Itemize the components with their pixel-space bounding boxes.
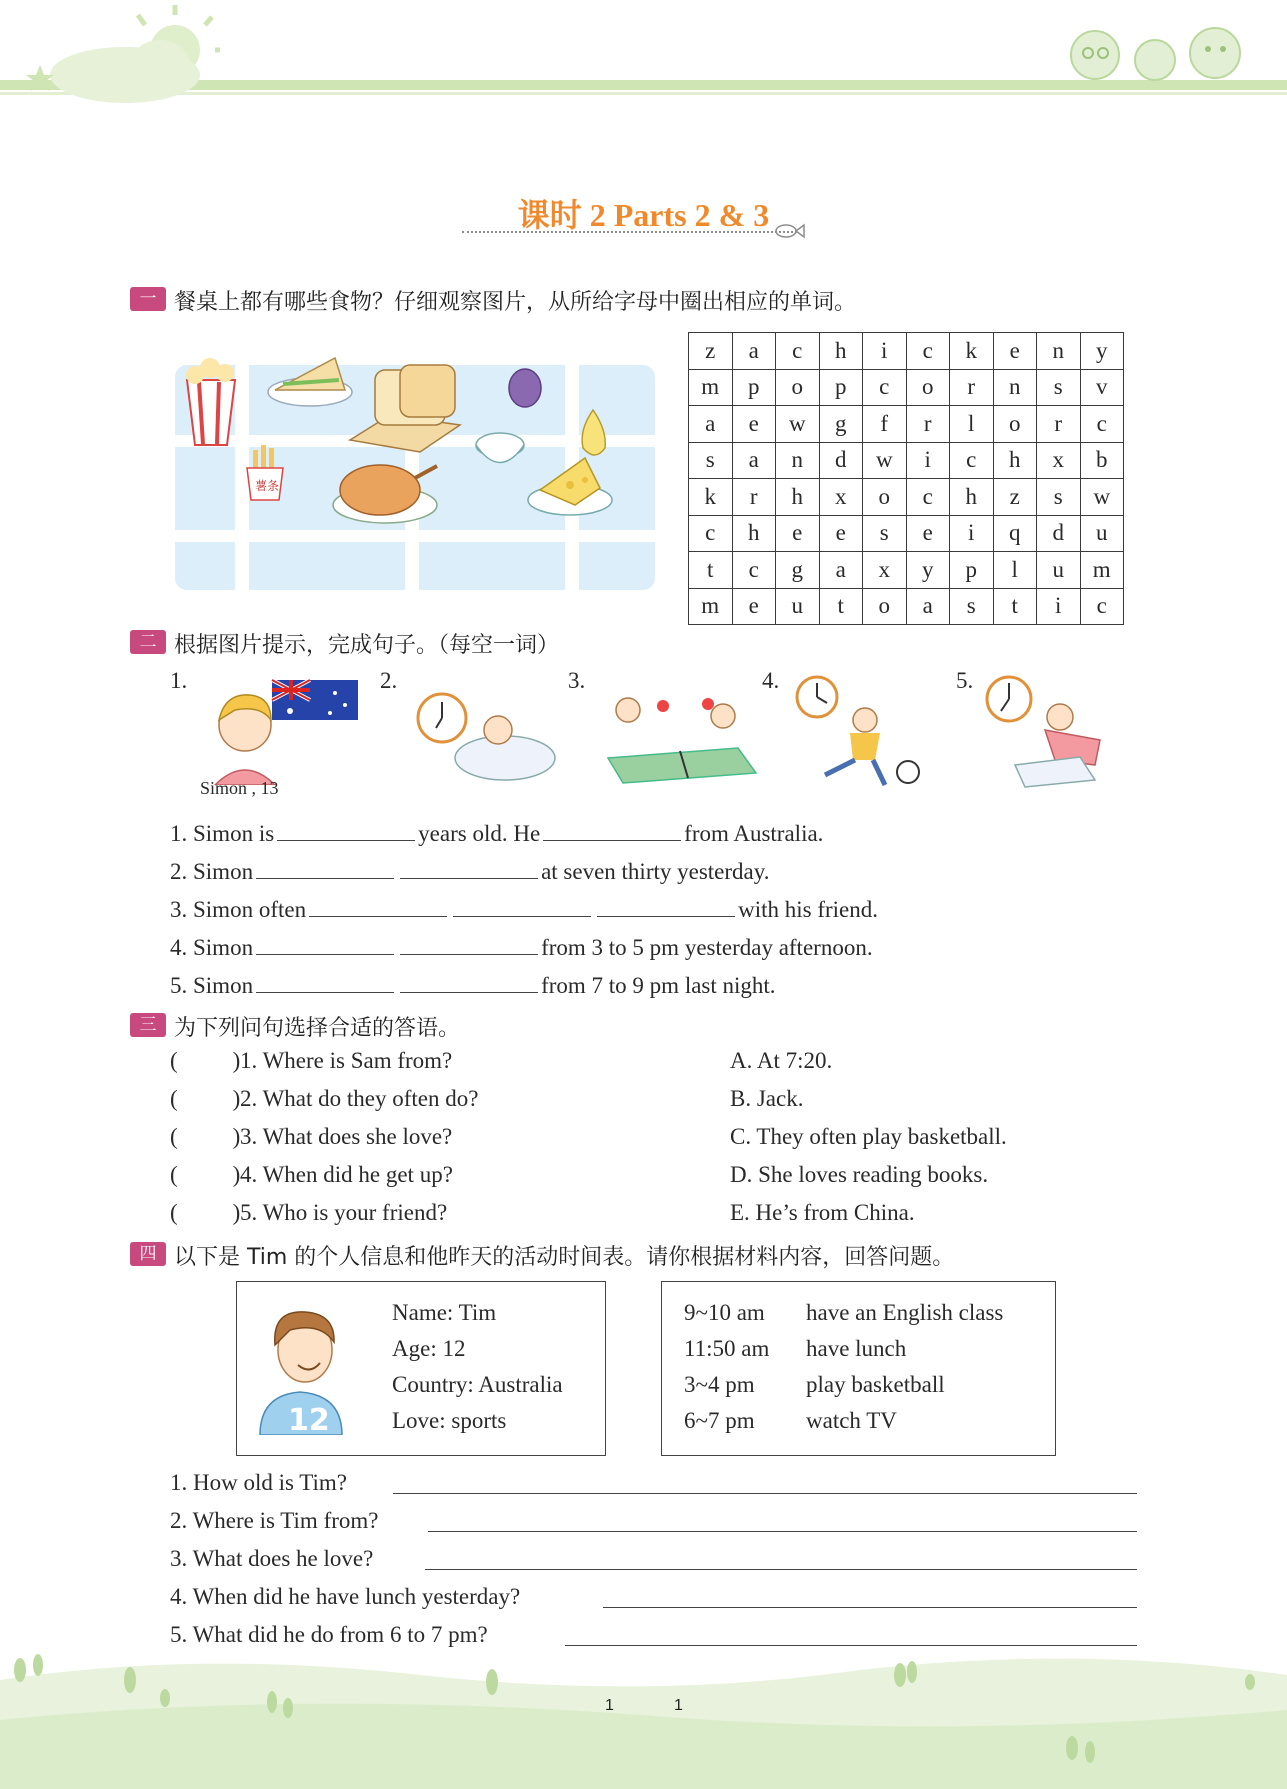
grid-letter[interactable]: s <box>950 588 994 625</box>
grid-letter[interactable]: c <box>906 479 950 516</box>
title-underline <box>462 231 797 233</box>
grid-letter[interactable]: x <box>819 479 863 516</box>
sun-cloud-decoration <box>20 5 220 115</box>
answer-line[interactable] <box>603 1606 1137 1608</box>
grid-letter[interactable]: e <box>732 588 776 625</box>
s2-line-1: 1. Simon is years old. He from Australia. <box>170 818 823 847</box>
animal-faces-decoration <box>1055 15 1255 85</box>
grid-letter[interactable]: x <box>1037 442 1081 479</box>
grid-letter[interactable]: t <box>993 588 1037 625</box>
section-4-instruction: 以下是 Tim 的个人信息和他昨天的活动时间表。请你根据材料内容，回答问题。 <box>174 1245 955 1270</box>
fish-icon <box>772 220 808 242</box>
schedule-time-4: 6~7 pm <box>684 1408 755 1433</box>
s2-line-3: 3. Simon often with his friend. <box>170 894 878 923</box>
profile-age: Age: 12 <box>392 1336 466 1361</box>
answer-blank[interactable] <box>400 970 538 993</box>
grid-letter[interactable]: c <box>776 333 820 370</box>
grid-letter[interactable]: w <box>776 406 820 443</box>
grid-letter[interactable]: k <box>950 333 994 370</box>
s3-answer-d: D. She loves reading books. <box>730 1162 989 1187</box>
pic-number-3: 3. <box>568 668 586 693</box>
grid-letter[interactable]: q <box>993 515 1037 552</box>
schedule-activity-2: have lunch <box>806 1336 907 1361</box>
s3-question-4: ( )4. When did he get up? <box>170 1162 453 1187</box>
pic-number-1: 1. <box>170 668 188 693</box>
grid-letter[interactable]: e <box>906 515 950 552</box>
grid-letter[interactable]: c <box>863 369 907 406</box>
s3-answer-b: B. Jack. <box>730 1086 804 1111</box>
answer-blank[interactable] <box>597 894 735 917</box>
grid-letter[interactable]: d <box>819 442 863 479</box>
chicken-icon <box>333 465 437 523</box>
grid-letter[interactable]: l <box>950 406 994 443</box>
s2-line-4: 4. Simon from 3 to 5 pm yesterday afternoon. <box>170 932 873 961</box>
grid-letter[interactable]: h <box>732 515 776 552</box>
plum-icon <box>509 369 541 407</box>
s4-question-4: 4. When did he have lunch yesterday? <box>170 1584 521 1609</box>
simon-caption: Simon , 13 <box>200 778 279 798</box>
grid-letter[interactable]: r <box>950 369 994 406</box>
grid-row <box>689 479 1124 516</box>
s4-question-5: 5. What did he do from 6 to 7 pm? <box>170 1622 488 1647</box>
grid-letter[interactable]: e <box>732 406 776 443</box>
answer-blank[interactable] <box>256 970 394 993</box>
s3-question-5: ( )5. Who is your friend? <box>170 1200 448 1225</box>
s2-line-2: 2. Simon at seven thirty yesterday. <box>170 856 770 885</box>
answer-blank[interactable] <box>453 894 591 917</box>
grid-letter[interactable]: w <box>863 442 907 479</box>
section-1-badge: 一 <box>130 287 166 311</box>
ping-pong-illustration <box>598 688 758 788</box>
answer-line[interactable] <box>393 1492 1137 1494</box>
simon-with-flag-illustration <box>205 675 365 785</box>
s3-answer-a: A. At 7:20. <box>730 1048 833 1073</box>
grid-letter[interactable]: m <box>1080 552 1124 589</box>
grid-letter[interactable]: w <box>1080 479 1124 516</box>
answer-paren[interactable]: ( ) <box>170 1162 241 1187</box>
grid-letter[interactable]: n <box>1037 333 1081 370</box>
grid-letter[interactable]: u <box>1080 515 1124 552</box>
grid-letter[interactable]: u <box>776 588 820 625</box>
section-3-instruction: 为下列问句选择合适的答语。 <box>174 1016 461 1041</box>
grid-letter[interactable]: h <box>950 479 994 516</box>
grid-letter[interactable]: y <box>1080 333 1124 370</box>
s3-question-3: ( )3. What does she love? <box>170 1124 453 1149</box>
grid-letter[interactable]: a <box>819 552 863 589</box>
grid-letter[interactable]: l <box>993 552 1037 589</box>
grid-letter[interactable]: v <box>1080 369 1124 406</box>
wake-up-illustration <box>410 688 560 788</box>
schedule-activity-1: have an English class <box>806 1300 1004 1325</box>
hills-decoration <box>0 1620 1287 1789</box>
grid-letter[interactable]: c <box>1080 588 1124 625</box>
grid-letter[interactable]: s <box>1037 369 1081 406</box>
grid-letter[interactable]: m <box>689 588 733 625</box>
football-icon <box>897 761 919 783</box>
grid-letter[interactable]: e <box>776 515 820 552</box>
s4-question-1: 1. How old is Tim? <box>170 1470 348 1495</box>
grid-letter[interactable]: u <box>1037 552 1081 589</box>
answer-paren[interactable]: ( ) <box>170 1048 241 1073</box>
grid-row <box>689 406 1124 443</box>
grid-letter[interactable]: r <box>906 406 950 443</box>
grid-row <box>689 588 1124 625</box>
tim-illustration <box>250 1300 350 1435</box>
grid-letter[interactable]: r <box>732 479 776 516</box>
grid-letter[interactable]: s <box>689 442 733 479</box>
grid-letter[interactable]: p <box>819 369 863 406</box>
schedule-time-1: 9~10 am <box>684 1300 765 1325</box>
grid-letter[interactable]: t <box>819 588 863 625</box>
section-1-instruction: 餐桌上都有哪些食物？仔细观察图片，从所给字母中圈出相应的单词。 <box>174 290 857 315</box>
schedule-time-3: 3~4 pm <box>684 1372 755 1397</box>
answer-blank[interactable] <box>309 894 447 917</box>
australia-flag-icon <box>272 680 358 720</box>
grid-letter[interactable]: h <box>819 333 863 370</box>
page-title: 课时 2 Parts 2 & 3 <box>517 197 770 233</box>
grid-letter[interactable]: o <box>776 369 820 406</box>
grid-letter[interactable]: y <box>906 552 950 589</box>
grid-letter[interactable]: k <box>689 479 733 516</box>
answer-line[interactable] <box>428 1530 1137 1532</box>
grid-letter[interactable]: p <box>950 552 994 589</box>
grid-letter[interactable]: i <box>1037 588 1081 625</box>
schedule-activity-4: watch TV <box>806 1408 897 1433</box>
grid-letter[interactable]: o <box>863 588 907 625</box>
pic-number-5: 5. <box>956 668 974 693</box>
answer-paren[interactable]: ( ) <box>170 1124 241 1149</box>
grid-letter[interactable]: c <box>950 442 994 479</box>
section-4-badge: 四 <box>130 1242 166 1266</box>
answer-blank[interactable] <box>256 856 394 879</box>
grid-letter[interactable]: c <box>1080 406 1124 443</box>
grid-letter[interactable]: x <box>863 552 907 589</box>
s4-question-3: 3. What does he love? <box>170 1546 374 1571</box>
grid-letter[interactable]: c <box>732 552 776 589</box>
food-table-illustration <box>175 340 655 595</box>
word-search-grid <box>688 332 1124 625</box>
grid-letter[interactable]: z <box>689 333 733 370</box>
grid-letter[interactable]: a <box>732 333 776 370</box>
grid-letter[interactable]: h <box>993 442 1037 479</box>
section-2-badge: 二 <box>130 630 166 654</box>
grid-letter[interactable]: b <box>1080 442 1124 479</box>
grid-letter[interactable]: o <box>906 369 950 406</box>
section-3-badge: 三 <box>130 1013 166 1037</box>
s3-question-2: ( )2. What do they often do? <box>170 1086 479 1111</box>
grid-letter[interactable]: e <box>993 333 1037 370</box>
page-number-left: 1 <box>605 1697 614 1714</box>
answer-blank[interactable] <box>543 818 681 841</box>
grid-letter[interactable]: a <box>906 588 950 625</box>
grid-letter[interactable]: g <box>819 406 863 443</box>
profile-country: Country: Australia <box>392 1372 563 1397</box>
answer-paren[interactable]: ( ) <box>170 1200 241 1225</box>
fries-label: 薯条 <box>255 479 280 493</box>
grid-letter[interactable]: i <box>950 515 994 552</box>
jersey-number: 12 <box>288 1403 330 1435</box>
section-2-instruction: 根据图片提示，完成句子。（每空一词） <box>174 633 560 658</box>
answer-blank[interactable] <box>400 932 538 955</box>
profile-name: Name: Tim <box>392 1300 497 1325</box>
schedule-time-2: 11:50 am <box>684 1336 770 1361</box>
grid-letter[interactable]: p <box>732 369 776 406</box>
grid-letter[interactable]: o <box>863 479 907 516</box>
profile-love: Love: sports <box>392 1408 507 1433</box>
grid-letter[interactable]: r <box>1037 406 1081 443</box>
pic-number-4: 4. <box>762 668 780 693</box>
grid-letter[interactable]: i <box>906 442 950 479</box>
grid-row <box>689 515 1124 552</box>
grid-letter[interactable]: m <box>689 369 733 406</box>
drawing-illustration <box>985 675 1115 790</box>
football-illustration <box>795 675 925 790</box>
grid-letter[interactable]: n <box>993 369 1037 406</box>
grid-letter[interactable]: t <box>689 552 733 589</box>
grid-letter[interactable]: z <box>993 479 1037 516</box>
s3-answer-e: E. He’s from China. <box>730 1200 915 1225</box>
grid-letter[interactable]: o <box>993 406 1037 443</box>
answer-paren[interactable]: ( ) <box>170 1086 241 1111</box>
schedule-activity-3: play basketball <box>806 1372 945 1397</box>
s3-answer-c: C. They often play basketball. <box>730 1124 1007 1149</box>
s4-question-2: 2. Where is Tim from? <box>170 1508 379 1533</box>
answer-blank[interactable] <box>256 932 394 955</box>
grid-letter[interactable]: s <box>1037 479 1081 516</box>
grid-row <box>689 369 1124 406</box>
grid-letter[interactable]: e <box>819 515 863 552</box>
grid-row <box>689 442 1124 479</box>
grid-letter[interactable]: g <box>776 552 820 589</box>
s3-question-1: ( )1. Where is Sam from? <box>170 1048 453 1073</box>
answer-blank[interactable] <box>277 818 415 841</box>
grid-letter[interactable]: c <box>906 333 950 370</box>
page-number-right: 1 <box>674 1697 683 1714</box>
grid-letter[interactable]: a <box>689 406 733 443</box>
grid-letter[interactable]: i <box>863 333 907 370</box>
grid-letter[interactable]: d <box>1037 515 1081 552</box>
grid-letter[interactable]: n <box>776 442 820 479</box>
grid-letter[interactable]: s <box>863 515 907 552</box>
popcorn-icon <box>186 358 235 445</box>
answer-blank[interactable] <box>400 856 538 879</box>
answer-line[interactable] <box>425 1568 1137 1570</box>
grid-letter[interactable]: a <box>732 442 776 479</box>
grid-letter[interactable]: f <box>863 406 907 443</box>
grid-letter[interactable]: c <box>689 515 733 552</box>
pic-number-2: 2. <box>380 668 398 693</box>
s2-line-5: 5. Simon from 7 to 9 pm last night. <box>170 970 776 999</box>
grid-row <box>689 333 1124 370</box>
grid-letter[interactable]: h <box>776 479 820 516</box>
grid-row <box>689 552 1124 589</box>
